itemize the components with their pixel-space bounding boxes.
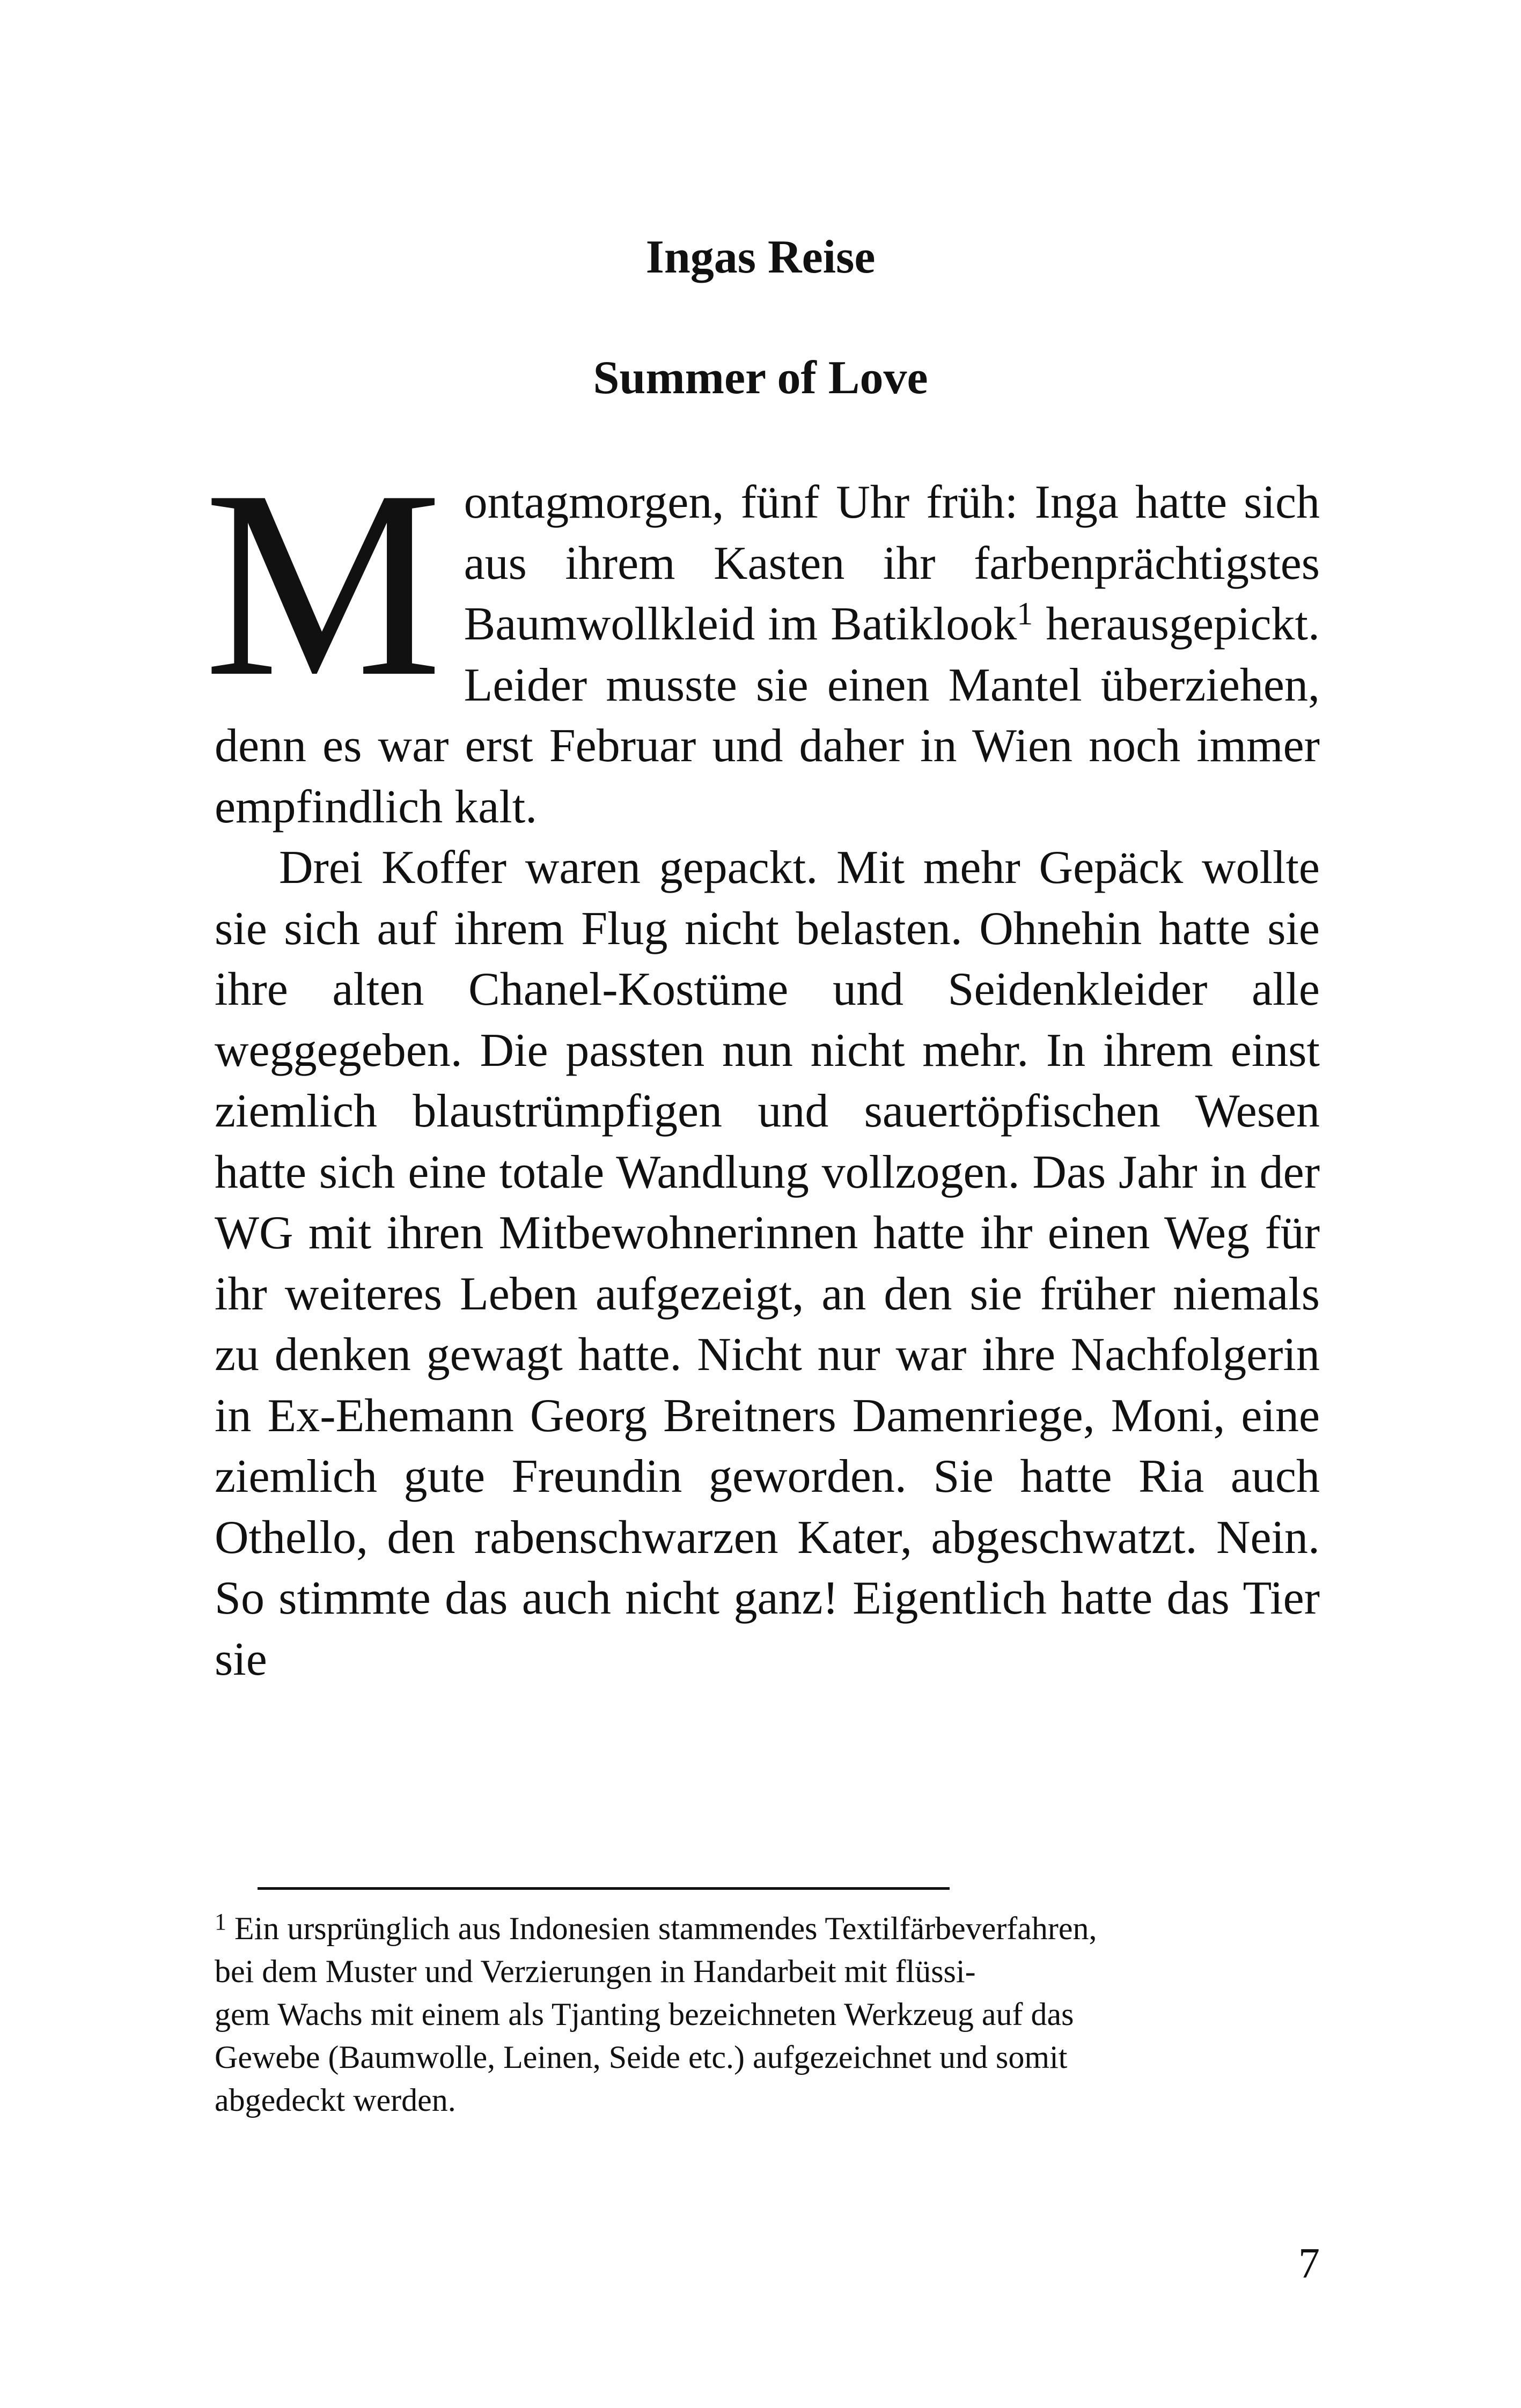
paragraph-2: Drei Koffer waren gepackt. Mit mehr Gepäck wollte sie sich auf ihrem Flug nicht belasten. Ohnehin hatte sie ihre alten Chanel-Kostüme und Seidenkleider alle weggegeben. Die passten nun nicht mehr. In ihrem einst ziemlich blaustrümpfigen und sauertöpfischen Wesen hatte sich eine totale Wandlung vollzogen. Das Jahr in der WG mit ihren Mitbewohnerinnen hatte ihr einen Weg für ihr weiteres Leben aufgezeigt, an den sie früher niemals zu denken gewagt hatte. Nicht nur war ihre Nachfolgerin in Ex-Ehemann Georg Breitners Damenriege, Moni, eine ziemlich gute Freundin geworden. Sie hatte Ria auch Othello, den rabenschwarzen Kater, abgeschwatzt. Nein. So stimmte das auch nicht ganz! Eigentlich hatte das Tier sie: [215, 842, 1320, 1685]
footnote-mark: 1: [215, 1909, 226, 1935]
body-text: [204, 435, 1320, 1690]
paragraph-1: [204, 435, 1320, 837]
footnote-line-1: Ein ursprünglich aus Indonesien stammendes Textilfärbeverfahren,: [226, 1911, 1097, 1946]
section-title: Summer of Love: [593, 352, 928, 404]
footnote-line-2: bei dem Muster und Verzierungen in Handarbeit mit flüssi-: [215, 1954, 976, 1989]
chapter-title: Ingas Reise: [645, 231, 876, 283]
footnote-line-4: Gewebe (Baumwolle, Leinen, Seide etc.) aufgezeichnet und somit: [215, 2039, 1068, 2075]
footnote: [215, 1907, 1320, 2122]
paragraph-1-text-a: ontagmorgen, fünf Uhr früh: Inga hatte sich aus ihrem Kasten ihr farbenprächtigstes Baumwollkleid im Batiklook: [464, 476, 1320, 650]
footnote-line-3: gem Wachs mit einem als Tjanting bezeichneten Werkzeug auf das: [215, 1997, 1074, 2032]
footnote-separator: [258, 1887, 950, 1890]
paragraph-1-text-b: herausgepickt. Leider musste sie einen Mantel überziehen, denn es war erst Februar und daher in Wien noch immer empfindlich kalt.: [215, 598, 1320, 833]
footnote-reference: 1: [1017, 596, 1033, 631]
drop-cap: M: [204, 435, 443, 732]
footnote-line-5: abgedeckt werden.: [215, 2082, 456, 2118]
page-number: 7: [1298, 2240, 1320, 2287]
